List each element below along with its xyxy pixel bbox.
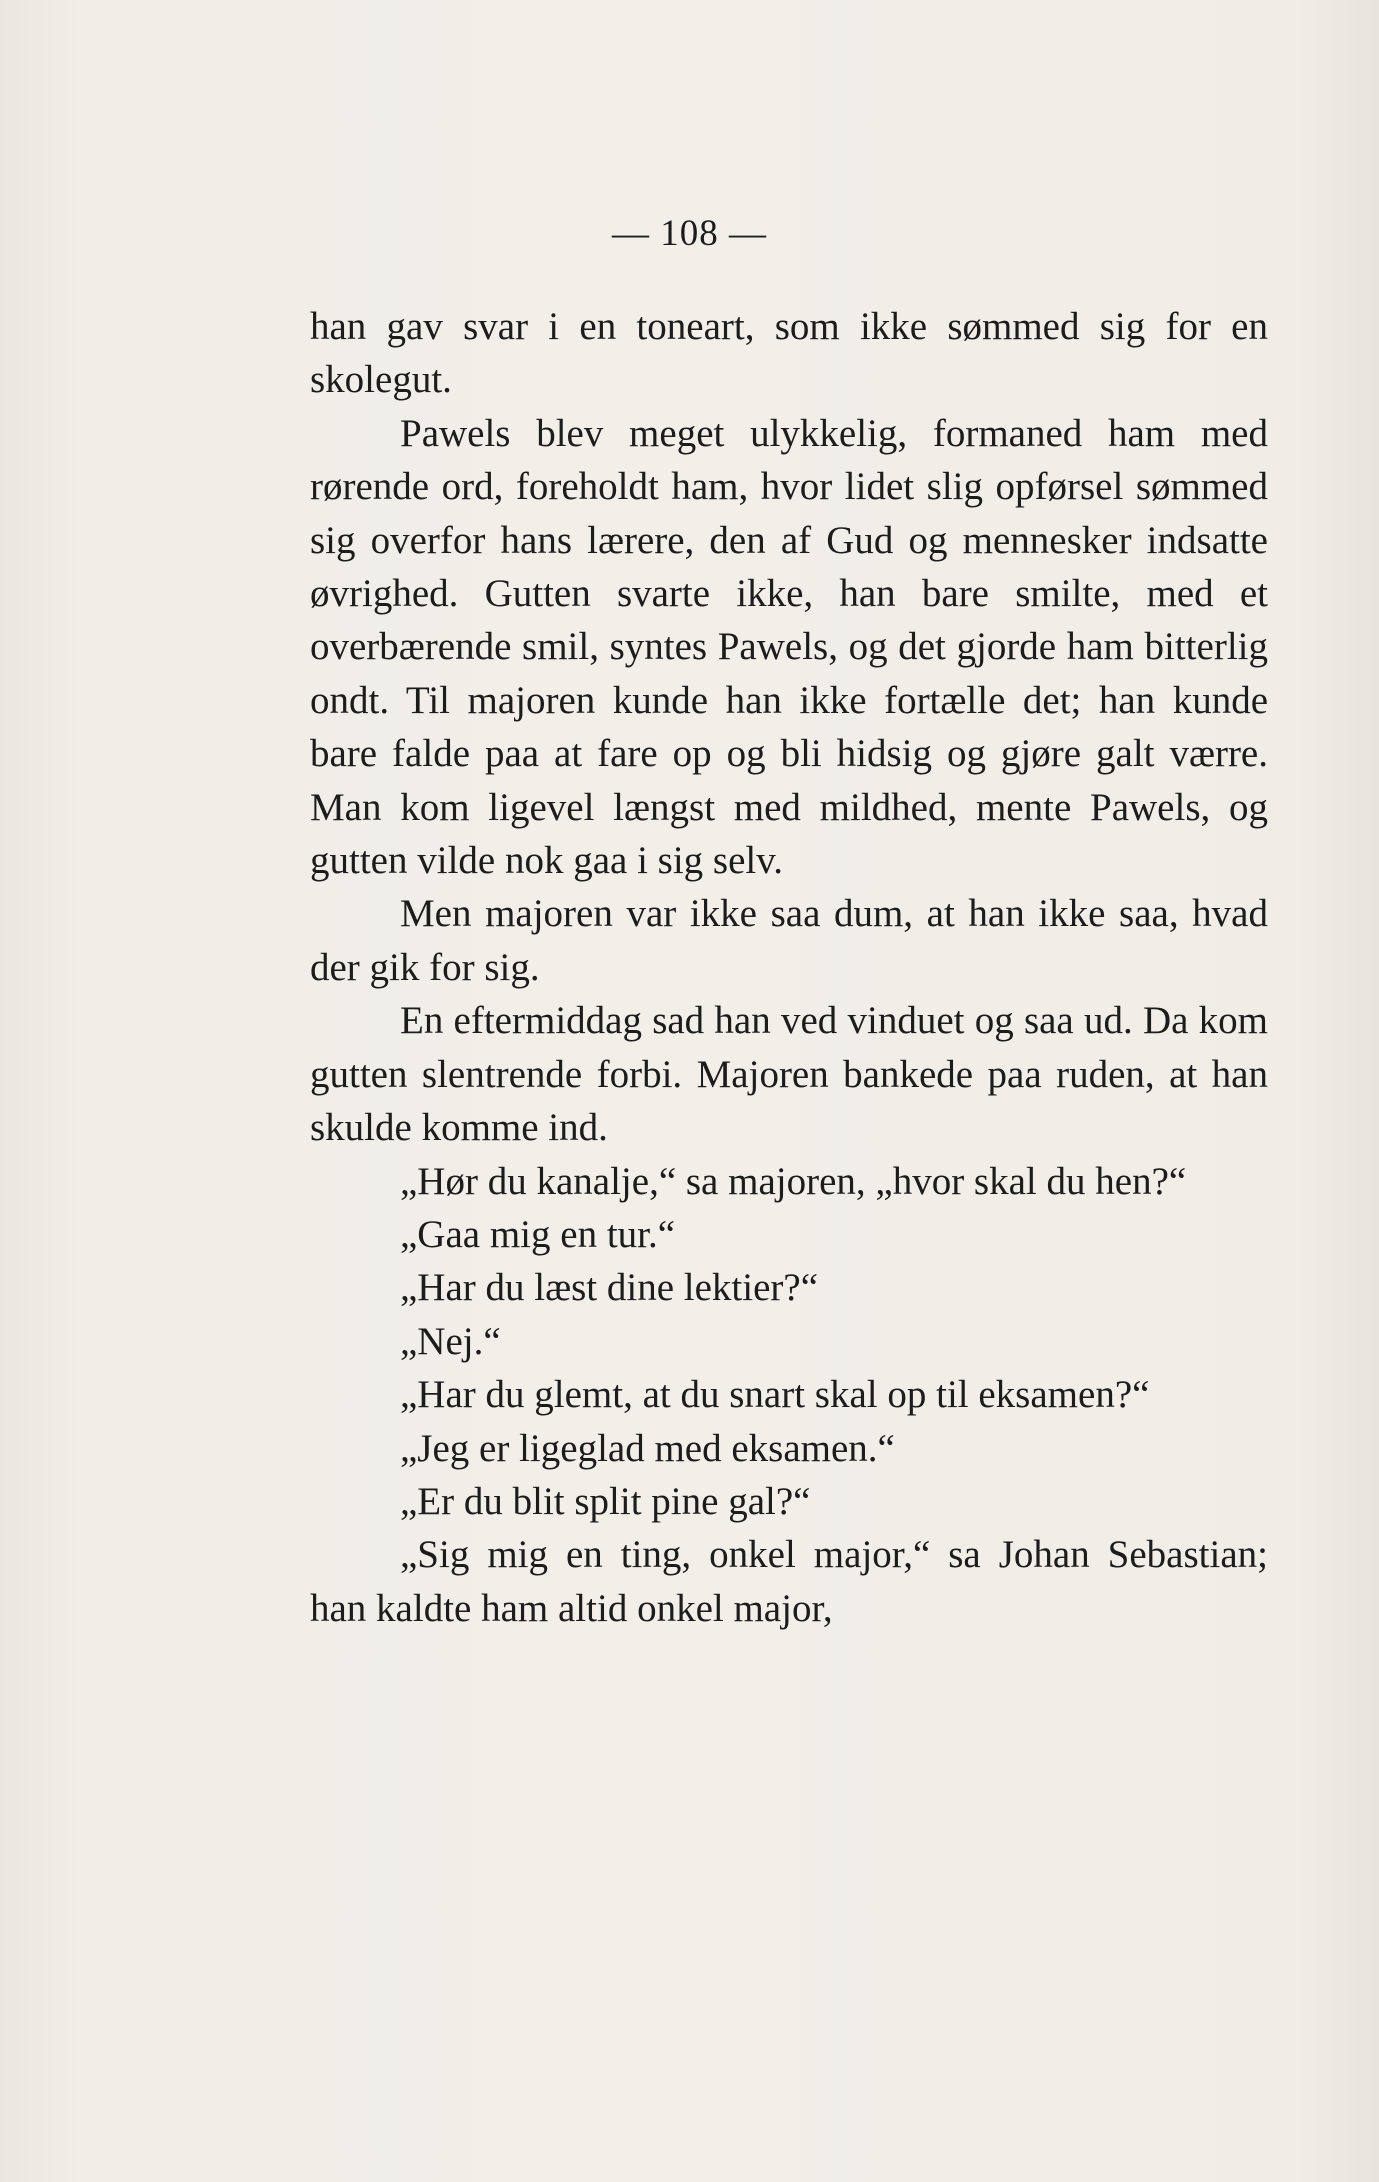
dialogue-line: „Har du glemt, at du snart skal op til eksamen?“ [400, 1373, 1150, 1417]
page-number: — 108 — [612, 213, 767, 254]
dialogue-line: „Hør du kanalje,“ sa majoren, „hvor skal du hen?“ [400, 1159, 1187, 1203]
dialogue-line: „Jeg er ligeglad med eksamen.“ [400, 1426, 895, 1470]
dialogue-line: „Er du blit split pine gal?“ [400, 1479, 811, 1523]
dialogue-line: „Gaa mig en tur.“ [400, 1212, 676, 1256]
paragraph: Men majoren var ikke saa dum, at han ikke saa, hvad der gik for sig. [310, 892, 1268, 989]
dialogue-line: „Har du læst dine lektier?“ [400, 1266, 819, 1310]
paragraph: Pawels blev meget ulykkelig, formaned ham med rørende ord, foreholdt ham, hvor lidet slig opførsel sømmed sig overfor hans lærere, den af Gud og mennesker indsatte øvrighed. Gutten svarte ikke, han bare smilte, med et overbærende smil, syntes Pawels, og det gjorde ham bitterlig ondt. Til majoren kunde han ikke fortælle det; han kunde bare falde paa at fare op og bli hidsig og gjøre galt værre. Man kom ligevel længst med mildhed, mente Pawels, og gutten vilde nok gaa i sig selv. [310, 411, 1268, 883]
paragraph: En eftermiddag sad han ved vinduet og saa ud. Da kom gutten slentrende forbi. Majoren bankede paa ruden, at han skulde komme ind. [310, 999, 1268, 1150]
dialogue-line: „Sig mig en ting, onkel major,“ sa Johan Sebastian; han kaldte ham altid onkel major, [310, 1533, 1268, 1630]
dialogue-line: „Nej.“ [400, 1319, 501, 1363]
paragraph: han gav svar i en toneart, som ikke sømmed sig for en skolegut. [310, 305, 1268, 402]
body-text [310, 300, 1268, 1635]
